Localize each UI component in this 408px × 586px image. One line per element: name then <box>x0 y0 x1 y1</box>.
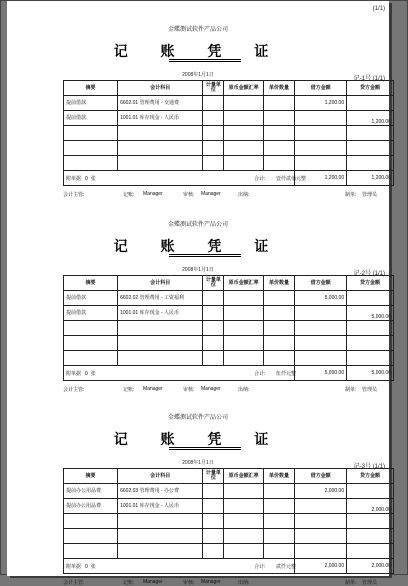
attachments-count: 0 <box>85 175 88 182</box>
header-summary: 摘要 <box>64 81 118 96</box>
title-underline <box>169 59 241 60</box>
cell-account <box>118 351 203 366</box>
table-row <box>64 321 394 336</box>
total-debit: 5,000.00 <box>295 366 347 381</box>
cell-fx <box>224 499 264 514</box>
header-account: 会计科目 <box>118 469 203 484</box>
cell-price <box>263 156 294 171</box>
total-label-cell <box>64 559 295 574</box>
attachments-label: 附单据 <box>66 175 82 182</box>
cashier-label: 出纳: <box>238 192 250 198</box>
cell-price <box>263 544 294 559</box>
header-price: 单价数量 <box>263 469 294 484</box>
cell-summary: 提前借款 <box>64 96 118 111</box>
total-label: 合计: <box>254 370 266 377</box>
cell-credit <box>347 351 394 366</box>
cell-summary: 提前借款 <box>64 111 118 126</box>
cell-unit <box>203 291 224 306</box>
company-name: 金蝶测试软件产品公司 <box>167 415 228 421</box>
total-credit: 5,000.00 <box>347 366 394 381</box>
prepared-label: 制单: <box>345 192 357 198</box>
cell-debit <box>295 544 347 559</box>
voucher-table <box>63 468 394 574</box>
cell-debit <box>295 529 347 544</box>
cell-summary <box>64 156 118 171</box>
cell-credit <box>347 336 394 351</box>
cell-credit <box>347 156 394 171</box>
total-label: 合计: <box>254 175 266 182</box>
cell-fx <box>224 156 264 171</box>
cell-account: 6602.02 管理费用 - 工资福利 <box>118 291 203 306</box>
checker-name: Manager <box>201 386 221 392</box>
title-underline <box>169 447 241 448</box>
cell-unit <box>203 156 224 171</box>
cell-debit: 1,200.00 <box>295 96 347 111</box>
cell-debit <box>295 499 347 514</box>
table-row <box>64 306 394 321</box>
checker-label: 审核: <box>183 580 195 586</box>
cell-account <box>118 321 203 336</box>
cell-summary <box>64 514 118 529</box>
header-debit: 借方金额 <box>295 81 347 96</box>
prepared-label: 制单: <box>345 580 357 586</box>
cell-credit <box>347 514 394 529</box>
header-fx: 原币金额汇率 <box>224 81 264 96</box>
voucher <box>7 389 391 586</box>
title-underline <box>169 254 241 255</box>
cell-price <box>263 484 294 499</box>
total-debit: 1,200.00 <box>295 171 347 186</box>
cell-unit <box>203 544 224 559</box>
cell-unit <box>203 141 224 156</box>
cell-unit <box>203 321 224 336</box>
voucher-title: 记 账 凭 证 <box>113 239 283 255</box>
company-name: 金蝶测试软件产品公司 <box>167 27 228 33</box>
cell-fx <box>224 96 264 111</box>
table-row <box>64 126 394 141</box>
cell-credit <box>347 544 394 559</box>
table-row <box>64 141 394 156</box>
cell-debit <box>295 141 347 156</box>
cell-summary <box>64 529 118 544</box>
cell-credit <box>347 321 394 336</box>
manager-label: 会计主管: <box>63 580 85 586</box>
cell-fx <box>224 291 264 306</box>
header-fx: 原币金额汇率 <box>224 469 264 484</box>
header-summary: 摘要 <box>64 276 118 291</box>
header-debit: 借方金额 <box>295 276 347 291</box>
title-underline <box>169 61 241 62</box>
total-in-words: 壹仟贰佰元整 <box>276 175 307 182</box>
cell-account <box>118 141 203 156</box>
table-row <box>64 156 394 171</box>
header-credit: 贷方金额 <box>347 469 394 484</box>
cell-unit <box>203 499 224 514</box>
cell-fx <box>224 321 264 336</box>
prepared-name: 管理员 <box>362 192 378 198</box>
cell-account: 1001.01 库存现金 - 人民币 <box>118 499 203 514</box>
table-row <box>64 111 394 126</box>
cell-price <box>263 529 294 544</box>
voucher-number: 记-2号 (1/1) <box>353 271 385 277</box>
attachments-suffix: 张 <box>90 370 96 377</box>
cell-price <box>263 321 294 336</box>
cell-credit <box>347 141 394 156</box>
voucher-number: 记-3号 (1/1) <box>353 464 385 470</box>
table-row <box>64 351 394 366</box>
voucher-title: 记 账 凭 证 <box>113 432 283 448</box>
attachments-count: 0 <box>85 563 88 570</box>
header-summary: 摘要 <box>64 469 118 484</box>
total-credit: 1,200.00 <box>347 171 394 186</box>
total-debit: 2,000.00 <box>295 559 347 574</box>
cell-price <box>263 291 294 306</box>
cell-fx <box>224 336 264 351</box>
cell-price <box>263 96 294 111</box>
cell-fx <box>224 141 264 156</box>
cell-summary: 提前办公用品费 <box>64 484 118 499</box>
table-row <box>64 96 394 111</box>
cell-debit: 5,000.00 <box>295 291 347 306</box>
cell-account: 1001.01 库存现金 - 人民币 <box>118 111 203 126</box>
cell-summary: 提前办公用品费 <box>64 499 118 514</box>
cell-summary <box>64 126 118 141</box>
total-credit: 2,000.00 <box>347 559 394 574</box>
cell-fx <box>224 529 264 544</box>
total-label: 合计: <box>254 563 266 570</box>
bookkeeper-name: Manager <box>143 386 163 392</box>
cell-summary: 提前借款 <box>64 291 118 306</box>
voucher-date: 2008年1月1日 <box>182 72 214 78</box>
header-unit: 计量单位 <box>203 469 224 484</box>
cell-fx <box>224 306 264 321</box>
table-row <box>64 291 394 306</box>
attachments-label: 附单据 <box>66 563 82 570</box>
cell-credit <box>347 529 394 544</box>
title-underline <box>169 449 241 450</box>
prepared-name: 管理员 <box>362 580 378 586</box>
attachments-label: 附单据 <box>66 370 82 377</box>
cashier-label: 出纳: <box>238 580 250 586</box>
cell-price <box>263 351 294 366</box>
cell-price <box>263 514 294 529</box>
voucher-table <box>63 80 394 186</box>
attachments-suffix: 张 <box>90 563 96 570</box>
checker-label: 审核: <box>183 192 195 198</box>
cell-summary <box>64 544 118 559</box>
table-row <box>64 484 394 499</box>
bookkeeper-name: Manager <box>143 579 163 585</box>
cell-debit <box>295 351 347 366</box>
title-underline <box>169 256 241 257</box>
voucher <box>7 1 391 198</box>
cell-account: 6602.01 管理费用 - 交通费 <box>118 96 203 111</box>
cell-unit <box>203 529 224 544</box>
cell-debit <box>295 126 347 141</box>
attachments-count: 0 <box>85 370 88 377</box>
cell-credit: 2,000.00 <box>347 499 394 514</box>
cell-unit <box>203 126 224 141</box>
total-label-cell <box>64 366 295 381</box>
cell-credit: 5,000.00 <box>347 306 394 321</box>
cell-unit <box>203 96 224 111</box>
voucher-date: 2008年1月1日 <box>182 267 214 273</box>
cell-summary: 提前借款 <box>64 306 118 321</box>
cell-fx <box>224 484 264 499</box>
total-row <box>64 559 394 574</box>
attachments-suffix: 张 <box>90 175 96 182</box>
cell-unit <box>203 306 224 321</box>
cell-debit: 2,000.00 <box>295 484 347 499</box>
company-name: 金蝶测试软件产品公司 <box>167 222 228 228</box>
voucher <box>7 196 391 393</box>
total-in-words: 伍仟元整 <box>276 370 297 377</box>
print-preview-page <box>7 1 391 586</box>
cell-fx <box>224 544 264 559</box>
manager-label: 会计主管: <box>63 387 85 393</box>
cell-credit <box>347 484 394 499</box>
voucher-date: 2008年1月1日 <box>182 460 214 466</box>
table-row <box>64 529 394 544</box>
cell-summary <box>64 141 118 156</box>
total-row <box>64 366 394 381</box>
cell-account <box>118 336 203 351</box>
cell-price <box>263 499 294 514</box>
page-number: (1/1) <box>372 6 385 12</box>
cell-debit <box>295 306 347 321</box>
cell-fx <box>224 351 264 366</box>
header-debit: 借方金额 <box>295 469 347 484</box>
prepared-label: 制单: <box>345 387 357 393</box>
table-row <box>64 544 394 559</box>
cell-debit <box>295 111 347 126</box>
cell-price <box>263 126 294 141</box>
cell-account: 1001.01 库存现金 - 人民币 <box>118 306 203 321</box>
cashier-label: 出纳: <box>238 387 250 393</box>
cell-debit <box>295 514 347 529</box>
total-label-cell <box>64 171 307 186</box>
voucher-number: 记-1号 (1/1) <box>353 76 385 82</box>
total-in-words: 贰仟元整 <box>276 563 297 570</box>
header-unit: 计量单位 <box>203 276 224 291</box>
cell-price <box>263 111 294 126</box>
cell-debit <box>295 336 347 351</box>
cell-summary <box>64 351 118 366</box>
table-row <box>64 499 394 514</box>
cell-credit <box>347 126 394 141</box>
cell-fx <box>224 514 264 529</box>
cell-credit <box>347 96 394 111</box>
header-credit: 贷方金额 <box>347 81 394 96</box>
bookkeeper-label: 记账: <box>123 580 135 586</box>
table-row <box>64 336 394 351</box>
cell-unit <box>203 111 224 126</box>
cell-credit <box>347 291 394 306</box>
cell-unit <box>203 514 224 529</box>
cell-unit <box>203 351 224 366</box>
voucher-title: 记 账 凭 证 <box>113 44 283 60</box>
cell-account <box>118 126 203 141</box>
cell-debit <box>295 321 347 336</box>
cell-summary <box>64 336 118 351</box>
cell-price <box>263 306 294 321</box>
voucher-table <box>63 275 394 381</box>
prepared-name: 管理员 <box>362 387 378 393</box>
cell-credit: 1,200.00 <box>347 111 394 126</box>
cell-price <box>263 336 294 351</box>
cell-debit <box>295 156 347 171</box>
header-price: 单价数量 <box>263 81 294 96</box>
header-account: 会计科目 <box>118 276 203 291</box>
cell-account: 6602.03 管理费用 - 办公费 <box>118 484 203 499</box>
header-account: 会计科目 <box>118 81 203 96</box>
checker-name: Manager <box>201 579 221 585</box>
cell-account <box>118 544 203 559</box>
cell-fx <box>224 126 264 141</box>
cell-price <box>263 141 294 156</box>
bookkeeper-name: Manager <box>143 191 163 197</box>
checker-label: 审核: <box>183 387 195 393</box>
bookkeeper-label: 记账: <box>123 192 135 198</box>
cell-account <box>118 514 203 529</box>
cell-account <box>118 529 203 544</box>
cell-summary <box>64 321 118 336</box>
cell-unit <box>203 484 224 499</box>
manager-label: 会计主管: <box>63 192 85 198</box>
header-fx: 原币金额汇率 <box>224 276 264 291</box>
total-row <box>64 171 394 186</box>
cell-fx <box>224 111 264 126</box>
header-unit: 计量单位 <box>203 81 224 96</box>
bookkeeper-label: 记账: <box>123 387 135 393</box>
checker-name: Manager <box>201 191 221 197</box>
cell-unit <box>203 336 224 351</box>
cell-account <box>118 156 203 171</box>
header-price: 单价数量 <box>263 276 294 291</box>
header-credit: 贷方金额 <box>347 276 394 291</box>
table-row <box>64 514 394 529</box>
